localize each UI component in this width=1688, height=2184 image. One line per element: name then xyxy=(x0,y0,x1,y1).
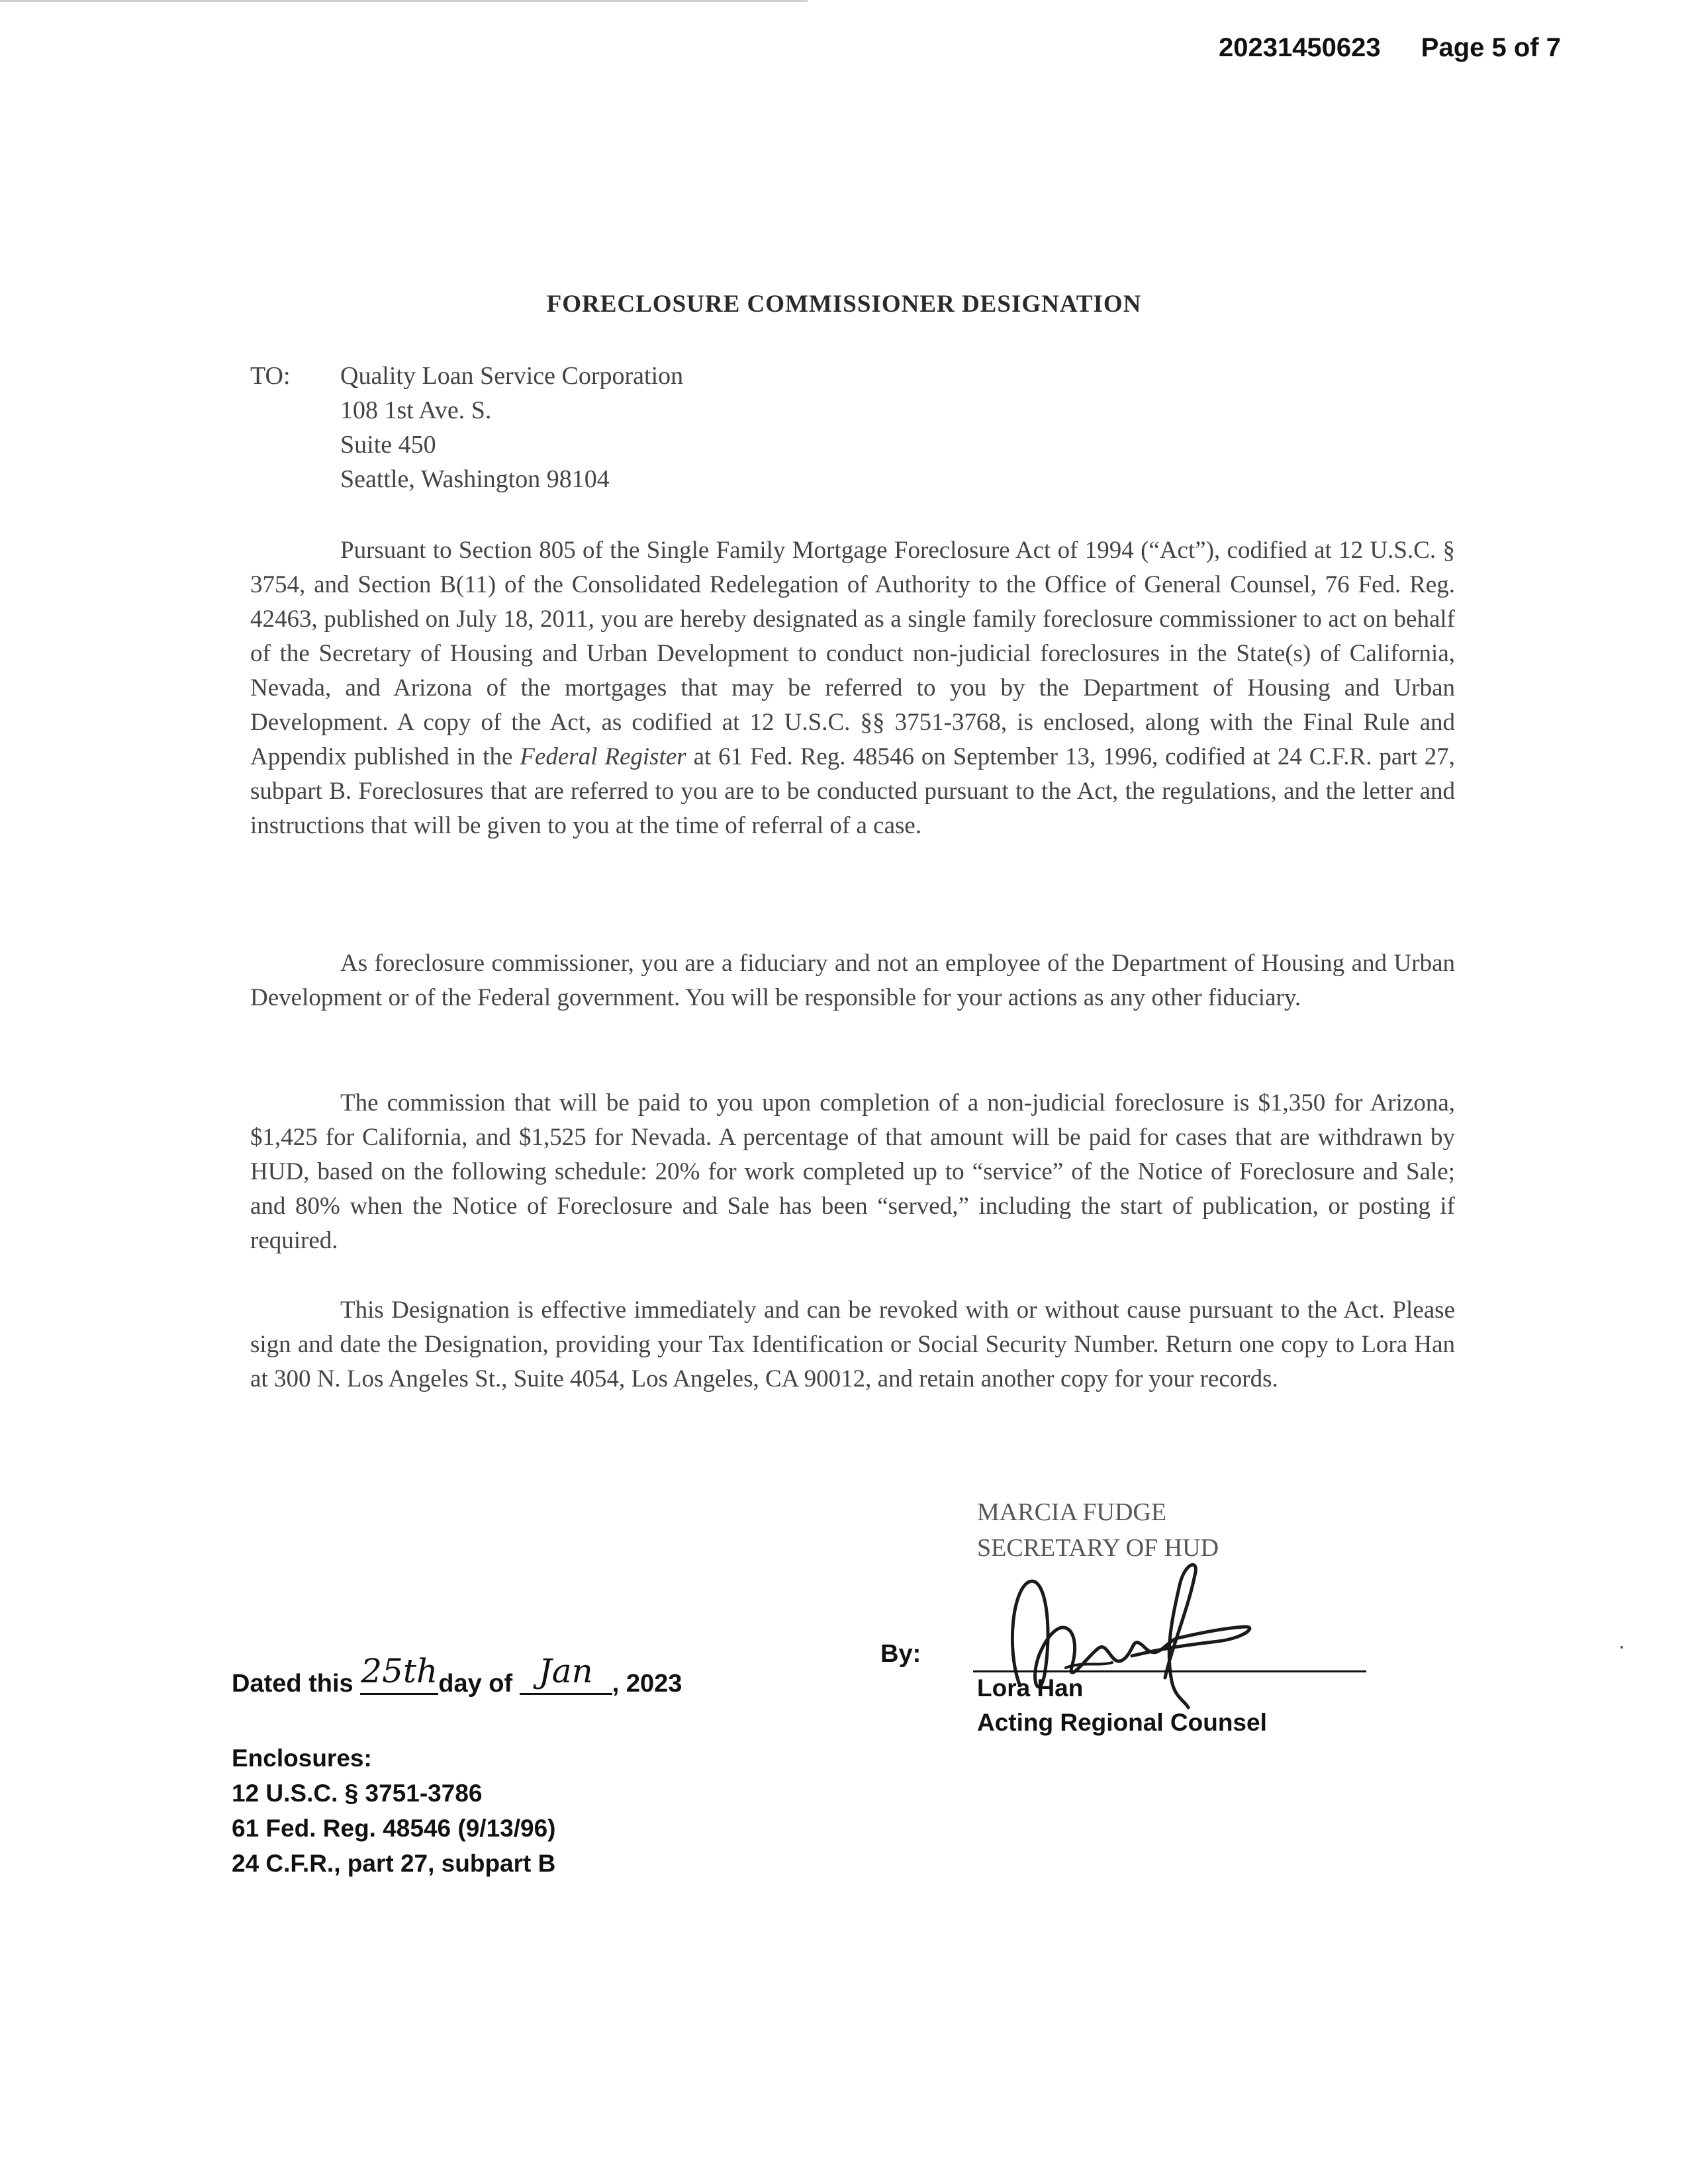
scan-top-edge xyxy=(0,0,808,2)
enclosures-heading: Enclosures: xyxy=(232,1745,372,1772)
date-line xyxy=(232,1652,682,1698)
paragraph-designation xyxy=(250,533,1455,843)
by-label: By: xyxy=(880,1640,921,1668)
dated-year: , 2023 xyxy=(612,1670,682,1698)
document-title: FORECLOSURE COMMISSIONER DESIGNATION xyxy=(546,291,1142,318)
document-number: 20231450623 xyxy=(1218,33,1381,62)
addressee-lines xyxy=(340,359,683,496)
enclosure-item: 61 Fed. Reg. 48546 (9/13/96) xyxy=(232,1815,556,1842)
enclosures-list xyxy=(232,1741,556,1881)
page-indicator: Page 5 of 7 xyxy=(1421,33,1561,62)
addressee-suite: Suite 450 xyxy=(340,431,436,459)
dated-month-handwritten: Jan xyxy=(538,1652,593,1690)
addressee-street: 108 1st Ave. S. xyxy=(340,396,492,424)
addressee-city: Seattle, Washington 98104 xyxy=(340,465,610,493)
paragraph-commission xyxy=(250,1086,1455,1258)
paragraph-fiduciary xyxy=(250,946,1455,1015)
paragraph-designation-text-b: at 61 Fed. Reg. 48546 on September 13, 1996, codified at 24 C.F.R. part 27, subpart B. Foreclosures that are referred to you are to be conducted pursuant to the Act, the regulations, and the letter and instructions that will be given to you at the time of referral of a case. xyxy=(250,743,1455,839)
dated-day-blank xyxy=(360,1652,438,1695)
signer-name: Lora Han xyxy=(977,1674,1084,1702)
enclosure-item: 24 C.F.R., part 27, subpart B xyxy=(232,1850,556,1877)
signature-line xyxy=(973,1670,1366,1672)
signer-title: Acting Regional Counsel xyxy=(977,1709,1267,1736)
page-header xyxy=(1219,33,1561,63)
federal-register-italic: Federal Register xyxy=(520,743,686,770)
dated-day-handwritten: 25th xyxy=(361,1652,438,1690)
dated-month-blank xyxy=(520,1652,612,1695)
dated-prefix: Dated this xyxy=(232,1670,353,1698)
paragraph-designation-text-a: Pursuant to Section 805 of the Single Family Mortgage Foreclosure Act of 1994 (“Act”), codified at 12 U.S.C. § 3754, and Section B(11) of the Consolidated Redelegation of Authority to the Office of General Counsel, 76 Fed. Reg. 42463, published on July 18, 2011, you are hereby designated as a single family foreclosure commissioner to act on behalf of the Secretary of Housing and Urban Development to conduct non-judicial foreclosures in the State(s) of California, Nevada, and Arizona of the mortgages that may be referred to you by the Department of Housing and Urban Development. A copy of the Act, as codified at 12 U.S.C. §§ 3751-3768, is enclosed, along with the Final Rule and Appendix published in the xyxy=(250,537,1455,770)
scan-speck xyxy=(1620,1646,1623,1649)
secretary-title: SECRETARY OF HUD xyxy=(977,1534,1219,1562)
addressee-label: TO: xyxy=(250,362,291,390)
signature-block xyxy=(880,1569,1423,1736)
paragraph-commission-text: The commission that will be paid to you upon completion of a non-judicial foreclosure is $1,350 for Arizona, $1,425 for California, and $1,525 for Nevada. A percentage of that amount will be paid for cases that are withdrawn by HUD, based on the following schedule: 20% for work completed up to “service” of the Notice of Foreclosure and Sale; and 80% when the Notice of Foreclosure and Sale has been “served,” including the start of publication, or posting if required. xyxy=(250,1089,1455,1254)
dated-middle: day of xyxy=(438,1670,513,1698)
paragraph-effective-text: This Designation is effective immediately and can be revoked with or without cause pursuant to the Act. Please sign and date the Designation, providing your Tax Identification or Social Security Number. Return one copy to Lora Han at 300 N. Los Angeles St., Suite 4054, Los Angeles, CA 90012, and retain another copy for your records. xyxy=(250,1297,1455,1392)
paragraph-fiduciary-text: As foreclosure commissioner, you are a fiduciary and not an employee of the Department of Housing and Urban Development or of the Federal government. You will be responsible for your actions as any other fiduciary. xyxy=(250,950,1455,1011)
secretary-name: MARCIA FUDGE xyxy=(977,1498,1167,1526)
addressee-company: Quality Loan Service Corporation xyxy=(340,362,684,390)
enclosure-item: 12 U.S.C. § 3751-3786 xyxy=(232,1780,483,1807)
paragraph-effective xyxy=(250,1293,1455,1396)
